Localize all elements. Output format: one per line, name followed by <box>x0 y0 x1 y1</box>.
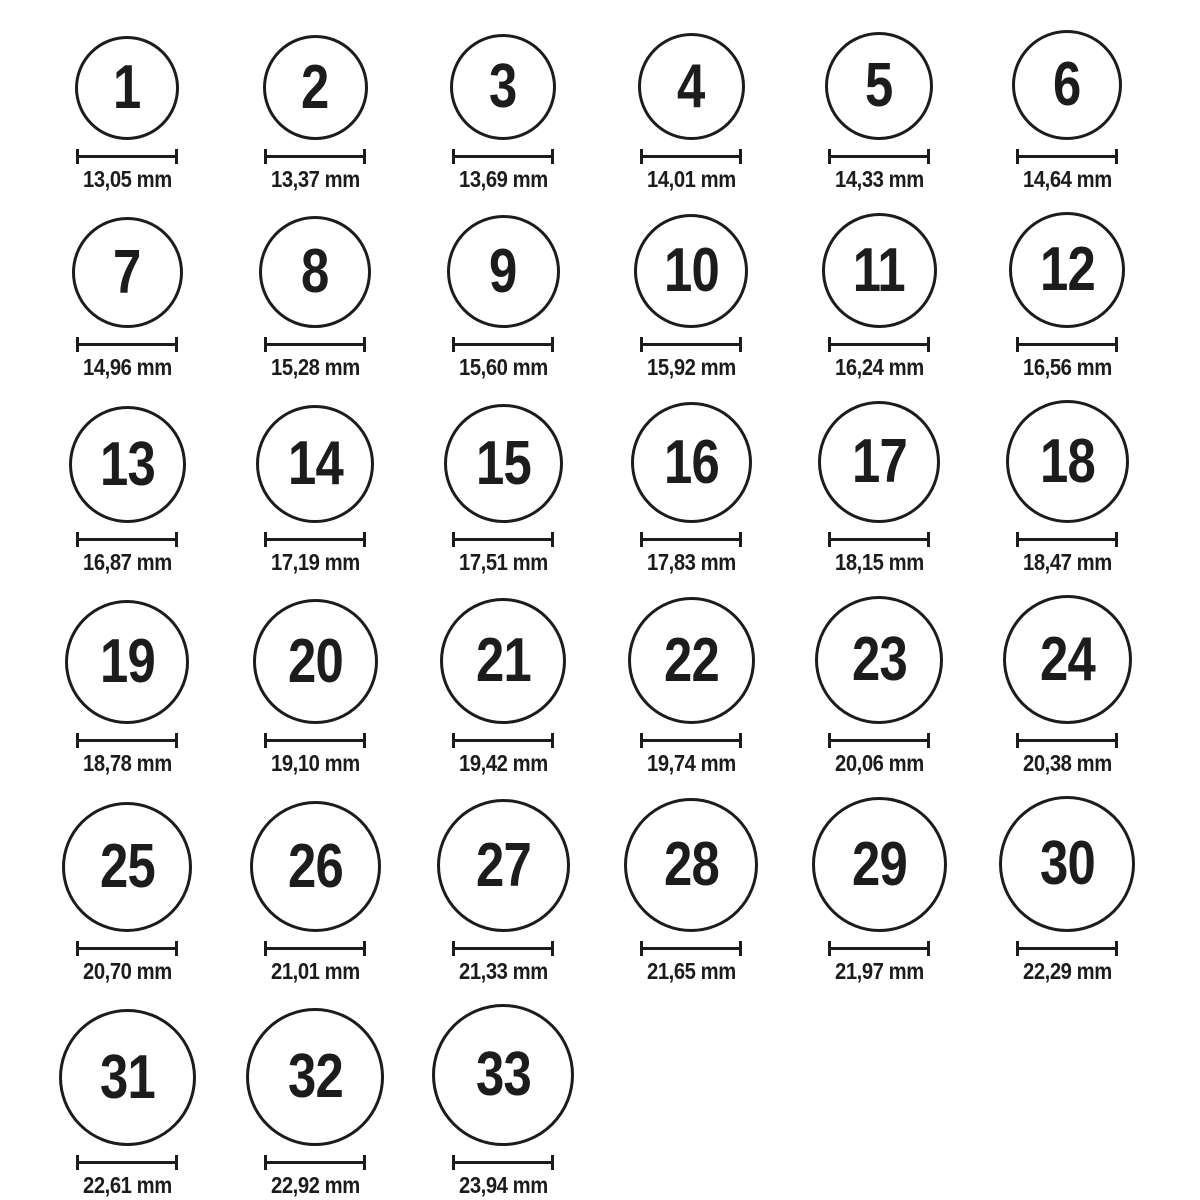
dimension-tick-right <box>927 941 930 956</box>
diameter-label: 13,37 mm <box>270 166 360 192</box>
dimension-tick-right <box>1115 532 1118 547</box>
dimension-bar <box>455 947 551 950</box>
ring-circle <box>631 402 752 523</box>
dimension-tick-right <box>739 941 742 956</box>
diameter-label: 16,87 mm <box>82 549 172 575</box>
diameter-dimension-line <box>76 941 178 956</box>
dimension-tick-right <box>175 149 178 164</box>
dimension-bar <box>643 343 739 346</box>
ring-size-row <box>33 595 1200 775</box>
diameter-label: 14,96 mm <box>82 354 172 380</box>
dimension-bar <box>831 538 927 541</box>
ring-circle <box>818 401 940 523</box>
dimension-bar <box>455 155 551 158</box>
diameter-label: 21,33 mm <box>458 958 548 984</box>
ring-size-number: 9 <box>489 236 517 306</box>
ring-size-number: 18 <box>1039 426 1095 496</box>
diameter-dimension-line <box>640 337 742 352</box>
ring-size-number: 30 <box>1039 829 1095 898</box>
dimension-bar <box>455 343 551 346</box>
ring-size-number: 28 <box>663 830 719 899</box>
ring-circle <box>256 405 374 523</box>
ring-size-item <box>33 36 221 191</box>
dimension-bar <box>79 538 175 541</box>
ring-circle <box>69 406 186 523</box>
dimension-bar <box>831 155 927 158</box>
ring-circle <box>812 797 947 932</box>
dimension-bar <box>1019 155 1115 158</box>
dimension-tick-right <box>739 337 742 352</box>
ring-circle <box>628 597 755 724</box>
dimension-bar <box>267 538 363 541</box>
dimension-bar <box>643 739 739 742</box>
diameter-dimension-line <box>1016 941 1118 956</box>
diameter-dimension-line <box>76 733 178 748</box>
ring-size-item <box>33 406 221 574</box>
ring-size-item <box>597 798 785 983</box>
ring-size-number: 6 <box>1053 50 1081 119</box>
diameter-label: 20,70 mm <box>82 958 172 984</box>
ring-size-item <box>409 1004 597 1197</box>
dimension-tick-right <box>739 532 742 547</box>
ring-size-item <box>785 596 973 775</box>
ring-size-item <box>597 214 785 379</box>
diameter-label: 21,97 mm <box>834 958 924 984</box>
dimension-bar <box>79 155 175 158</box>
diameter-dimension-line <box>640 733 742 748</box>
dimension-tick-right <box>175 1155 178 1170</box>
dimension-bar <box>643 155 739 158</box>
diameter-dimension-line <box>452 1155 554 1170</box>
diameter-dimension-line <box>452 532 554 547</box>
dimension-tick-right <box>1115 941 1118 956</box>
diameter-dimension-line <box>76 149 178 164</box>
diameter-dimension-line <box>828 532 930 547</box>
ring-circle <box>253 599 378 724</box>
ring-size-number: 33 <box>475 1040 531 1109</box>
ring-size-number: 16 <box>663 427 719 497</box>
diameter-label: 23,94 mm <box>458 1172 548 1198</box>
ring-size-number: 17 <box>851 427 907 496</box>
diameter-label: 13,05 mm <box>82 166 172 192</box>
ring-size-row <box>33 1004 1200 1197</box>
diameter-label: 15,92 mm <box>646 354 736 380</box>
dimension-tick-right <box>551 941 554 956</box>
ring-size-item <box>221 35 409 191</box>
diameter-label: 22,92 mm <box>270 1172 360 1198</box>
ring-size-row <box>33 212 1200 379</box>
ring-circle <box>634 214 748 328</box>
diameter-dimension-line <box>452 733 554 748</box>
ring-size-item <box>221 216 409 379</box>
dimension-tick-right <box>175 532 178 547</box>
ring-size-number: 27 <box>475 830 531 900</box>
dimension-bar <box>1019 739 1115 742</box>
ring-size-item <box>409 215 597 379</box>
dimension-tick-right <box>927 733 930 748</box>
diameter-label: 18,78 mm <box>82 750 172 776</box>
dimension-bar <box>455 1161 551 1164</box>
dimension-tick-right <box>927 532 930 547</box>
diameter-label: 18,15 mm <box>834 549 924 575</box>
ring-size-number: 15 <box>475 428 531 498</box>
dimension-bar <box>1019 343 1115 346</box>
diameter-label: 16,56 mm <box>1022 354 1112 380</box>
ring-size-number: 31 <box>99 1042 155 1112</box>
dimension-tick-right <box>551 149 554 164</box>
ring-circle <box>65 600 189 724</box>
ring-size-number: 26 <box>287 831 343 901</box>
diameter-dimension-line <box>264 532 366 547</box>
ring-size-number: 20 <box>287 626 343 696</box>
ring-circle <box>246 1008 384 1146</box>
diameter-label: 20,38 mm <box>1022 750 1112 776</box>
diameter-dimension-line <box>76 1155 178 1170</box>
ring-size-number: 24 <box>1039 624 1095 694</box>
ring-size-item <box>973 212 1161 379</box>
diameter-label: 21,65 mm <box>646 958 736 984</box>
ring-size-number: 12 <box>1039 235 1095 304</box>
diameter-label: 14,33 mm <box>834 166 924 192</box>
diameter-dimension-line <box>76 337 178 352</box>
ring-size-item <box>973 30 1161 191</box>
diameter-dimension-line <box>452 337 554 352</box>
diameter-label: 19,10 mm <box>270 750 360 776</box>
diameter-dimension-line <box>264 733 366 748</box>
ring-size-number: 14 <box>287 429 343 498</box>
ring-size-number: 22 <box>663 625 719 695</box>
diameter-dimension-line <box>264 941 366 956</box>
diameter-label: 13,69 mm <box>458 166 548 192</box>
ring-size-number: 25 <box>99 832 155 901</box>
diameter-dimension-line <box>1016 733 1118 748</box>
diameter-dimension-line <box>1016 337 1118 352</box>
ring-size-item <box>33 1009 221 1197</box>
ring-circle <box>1006 400 1129 523</box>
ring-size-number: 13 <box>99 429 155 499</box>
ring-size-item <box>221 801 409 983</box>
dimension-tick-right <box>363 1155 366 1170</box>
ring-size-number: 7 <box>113 237 141 307</box>
ring-circle <box>444 404 563 523</box>
dimension-tick-right <box>175 337 178 352</box>
diameter-label: 21,01 mm <box>270 958 360 984</box>
dimension-tick-right <box>363 941 366 956</box>
diameter-dimension-line <box>640 941 742 956</box>
diameter-dimension-line <box>640 532 742 547</box>
dimension-bar <box>1019 947 1115 950</box>
ring-circle <box>1009 212 1125 328</box>
diameter-label: 15,28 mm <box>270 354 360 380</box>
dimension-tick-right <box>739 149 742 164</box>
ring-size-number: 8 <box>301 237 329 306</box>
ring-size-item <box>221 1008 409 1197</box>
dimension-bar <box>79 739 175 742</box>
ring-size-row <box>33 400 1200 574</box>
dimension-bar <box>267 1161 363 1164</box>
dimension-bar <box>831 947 927 950</box>
ring-size-item <box>409 34 597 191</box>
diameter-label: 14,64 mm <box>1022 166 1112 192</box>
diameter-dimension-line <box>452 941 554 956</box>
diameter-dimension-line <box>828 149 930 164</box>
ring-circle <box>72 217 183 328</box>
dimension-bar <box>1019 538 1115 541</box>
ring-size-number: 5 <box>865 51 893 120</box>
dimension-bar <box>267 155 363 158</box>
dimension-bar <box>267 343 363 346</box>
ring-circle <box>59 1009 196 1146</box>
dimension-tick-right <box>363 149 366 164</box>
dimension-bar <box>79 947 175 950</box>
diameter-dimension-line <box>640 149 742 164</box>
ring-size-item <box>973 400 1161 574</box>
ring-size-item <box>973 796 1161 983</box>
ring-size-grid <box>33 30 1200 1197</box>
dimension-tick-right <box>551 532 554 547</box>
ring-circle <box>432 1004 574 1146</box>
dimension-tick-right <box>175 733 178 748</box>
dimension-tick-right <box>175 941 178 956</box>
ring-circle <box>447 215 560 328</box>
ring-size-item <box>33 600 221 775</box>
dimension-tick-right <box>551 1155 554 1170</box>
diameter-label: 17,51 mm <box>458 549 548 575</box>
ring-size-number: 10 <box>663 236 719 305</box>
diameter-dimension-line <box>828 337 930 352</box>
ring-circle <box>815 596 943 724</box>
diameter-label: 17,19 mm <box>270 549 360 575</box>
diameter-label: 16,24 mm <box>834 354 924 380</box>
diameter-label: 18,47 mm <box>1022 549 1112 575</box>
dimension-tick-right <box>363 337 366 352</box>
dimension-bar <box>455 739 551 742</box>
ring-size-item <box>597 597 785 775</box>
ring-circle <box>75 36 179 140</box>
diameter-dimension-line <box>1016 149 1118 164</box>
ring-circle <box>624 798 758 932</box>
dimension-bar <box>643 538 739 541</box>
dimension-tick-right <box>1115 337 1118 352</box>
diameter-dimension-line <box>828 941 930 956</box>
ring-circle <box>250 801 381 932</box>
ring-circle <box>999 796 1135 932</box>
dimension-bar <box>267 739 363 742</box>
ring-circle <box>1012 30 1122 140</box>
ring-size-item <box>597 402 785 574</box>
ring-circle <box>263 35 368 140</box>
diameter-dimension-line <box>828 733 930 748</box>
ring-size-row <box>33 30 1200 191</box>
dimension-bar <box>831 739 927 742</box>
dimension-tick-right <box>739 733 742 748</box>
ring-circle <box>437 799 570 932</box>
ring-circle <box>259 216 371 328</box>
ring-size-item <box>33 802 221 983</box>
ring-size-item <box>785 401 973 574</box>
dimension-tick-right <box>1115 149 1118 164</box>
dimension-tick-right <box>551 733 554 748</box>
diameter-label: 20,06 mm <box>834 750 924 776</box>
diameter-dimension-line <box>452 149 554 164</box>
ring-size-number: 2 <box>301 52 329 122</box>
dimension-tick-right <box>927 337 930 352</box>
dimension-bar <box>267 947 363 950</box>
ring-circle <box>440 598 566 724</box>
ring-size-row <box>33 796 1200 983</box>
ring-size-item <box>221 599 409 775</box>
diameter-dimension-line <box>264 337 366 352</box>
ring-size-item <box>409 404 597 574</box>
ring-size-item <box>785 213 973 379</box>
dimension-tick-right <box>363 733 366 748</box>
ring-circle <box>62 802 192 932</box>
ring-size-item <box>785 797 973 983</box>
diameter-dimension-line <box>264 1155 366 1170</box>
ring-size-number: 29 <box>851 829 907 899</box>
diameter-label: 19,42 mm <box>458 750 548 776</box>
ring-size-number: 3 <box>489 52 517 121</box>
ring-size-number: 32 <box>287 1042 343 1111</box>
dimension-tick-right <box>1115 733 1118 748</box>
ring-circle <box>822 213 937 328</box>
dimension-bar <box>643 947 739 950</box>
dimension-bar <box>455 538 551 541</box>
diameter-label: 22,29 mm <box>1022 958 1112 984</box>
dimension-tick-right <box>927 149 930 164</box>
diameter-label: 22,61 mm <box>82 1172 172 1198</box>
ring-size-number: 11 <box>852 235 906 305</box>
dimension-tick-right <box>363 532 366 547</box>
ring-size-item <box>597 33 785 191</box>
diameter-label: 19,74 mm <box>646 750 736 776</box>
diameter-dimension-line <box>264 149 366 164</box>
ring-size-number: 19 <box>99 627 155 696</box>
ring-size-item <box>973 595 1161 775</box>
dimension-bar <box>79 1161 175 1164</box>
diameter-dimension-line <box>76 532 178 547</box>
ring-size-number: 21 <box>475 626 531 695</box>
diameter-dimension-line <box>1016 532 1118 547</box>
ring-size-item <box>785 32 973 191</box>
ring-size-number: 23 <box>851 625 907 694</box>
ring-size-item <box>409 799 597 983</box>
diameter-label: 17,83 mm <box>646 549 736 575</box>
ring-size-item <box>409 598 597 775</box>
ring-size-item <box>33 217 221 379</box>
ring-circle <box>1003 595 1132 724</box>
dimension-tick-right <box>551 337 554 352</box>
diameter-label: 15,60 mm <box>458 354 548 380</box>
dimension-bar <box>831 343 927 346</box>
ring-circle <box>825 32 933 140</box>
dimension-bar <box>79 343 175 346</box>
ring-circle <box>450 34 556 140</box>
ring-size-number: 4 <box>677 51 705 121</box>
diameter-label: 14,01 mm <box>646 166 736 192</box>
ring-circle <box>638 33 745 140</box>
ring-size-number: 1 <box>113 53 141 122</box>
ring-size-item <box>221 405 409 574</box>
